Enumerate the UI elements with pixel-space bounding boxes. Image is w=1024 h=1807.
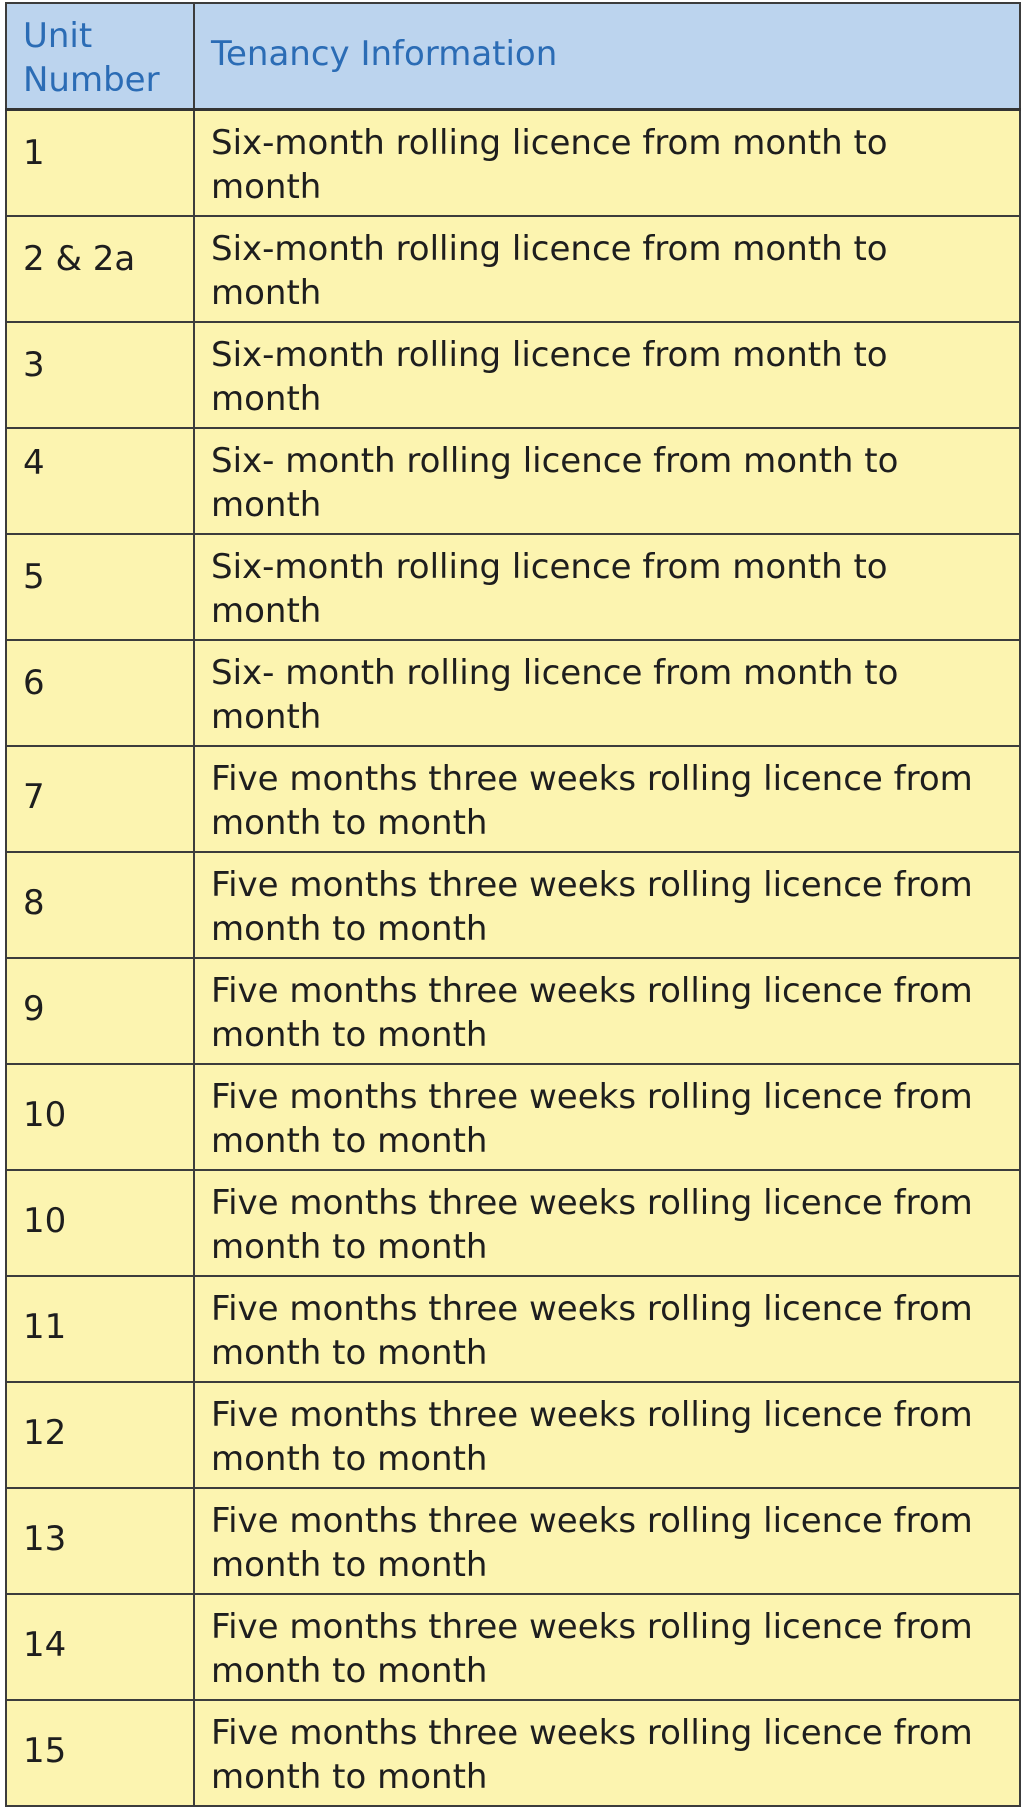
unit-number-cell: 4 xyxy=(6,428,194,534)
tenancy-info-cell: Six-month rolling licence from month to month xyxy=(194,110,1020,217)
unit-number-cell: 5 xyxy=(6,534,194,640)
unit-number-cell: 11 xyxy=(6,1276,194,1382)
unit-number-cell: 7 xyxy=(6,746,194,852)
unit-number-cell: 13 xyxy=(6,1488,194,1594)
table-row xyxy=(6,110,1020,217)
table-row xyxy=(6,1488,1020,1594)
tenancy-info-cell: Five months three weeks rolling licence from month to month xyxy=(194,1700,1020,1806)
table-row xyxy=(6,216,1020,322)
table-row xyxy=(6,1594,1020,1700)
unit-number-cell: 1 xyxy=(6,110,194,217)
tenancy-info-cell: Five months three weeks rolling licence from month to month xyxy=(194,1488,1020,1594)
unit-number-cell: 2 & 2a xyxy=(6,216,194,322)
table-row xyxy=(6,640,1020,746)
table-row xyxy=(6,1064,1020,1170)
unit-number-cell: 10 xyxy=(6,1064,194,1170)
tenancy-info-cell: Five months three weeks rolling licence from month to month xyxy=(194,746,1020,852)
table-row xyxy=(6,428,1020,534)
unit-number-cell: 8 xyxy=(6,852,194,958)
table-row xyxy=(6,1700,1020,1806)
tenancy-info-cell: Six-month rolling licence from month to month xyxy=(194,534,1020,640)
unit-number-cell: 6 xyxy=(6,640,194,746)
table-row xyxy=(6,1382,1020,1488)
tenancy-info-cell: Six-month rolling licence from month to month xyxy=(194,322,1020,428)
table-row xyxy=(6,958,1020,1064)
tenancy-info-cell: Five months three weeks rolling licence from month to month xyxy=(194,1594,1020,1700)
tenancy-info-cell: Five months three weeks rolling licence from month to month xyxy=(194,1064,1020,1170)
table-row xyxy=(6,1276,1020,1382)
table-row xyxy=(6,322,1020,428)
unit-number-cell: 3 xyxy=(6,322,194,428)
table-row xyxy=(6,534,1020,640)
tenancy-info-cell: Six-month rolling licence from month to month xyxy=(194,216,1020,322)
tenancy-info-cell: Five months three weeks rolling licence from month to month xyxy=(194,1276,1020,1382)
header-tenancy-information: Tenancy Information xyxy=(194,3,1020,110)
unit-number-cell: 12 xyxy=(6,1382,194,1488)
header-row xyxy=(6,3,1020,110)
tenancy-info-cell: Six- month rolling licence from month to month xyxy=(194,640,1020,746)
table-row xyxy=(6,1170,1020,1276)
tenancy-info-cell: Five months three weeks rolling licence from month to month xyxy=(194,852,1020,958)
unit-number-cell: 15 xyxy=(6,1700,194,1806)
unit-number-cell: 9 xyxy=(6,958,194,1064)
unit-number-cell: 10 xyxy=(6,1170,194,1276)
tenancy-info-cell: Six- month rolling licence from month to month xyxy=(194,428,1020,534)
tenancy-table xyxy=(5,2,1021,1807)
table-row xyxy=(6,852,1020,958)
tenancy-info-cell: Five months three weeks rolling licence from month to month xyxy=(194,1170,1020,1276)
unit-number-cell: 14 xyxy=(6,1594,194,1700)
table-row xyxy=(6,746,1020,852)
tenancy-info-cell: Five months three weeks rolling licence from month to month xyxy=(194,958,1020,1064)
header-unit-number: Unit Number xyxy=(6,3,194,110)
tenancy-info-cell: Five months three weeks rolling licence from month to month xyxy=(194,1382,1020,1488)
